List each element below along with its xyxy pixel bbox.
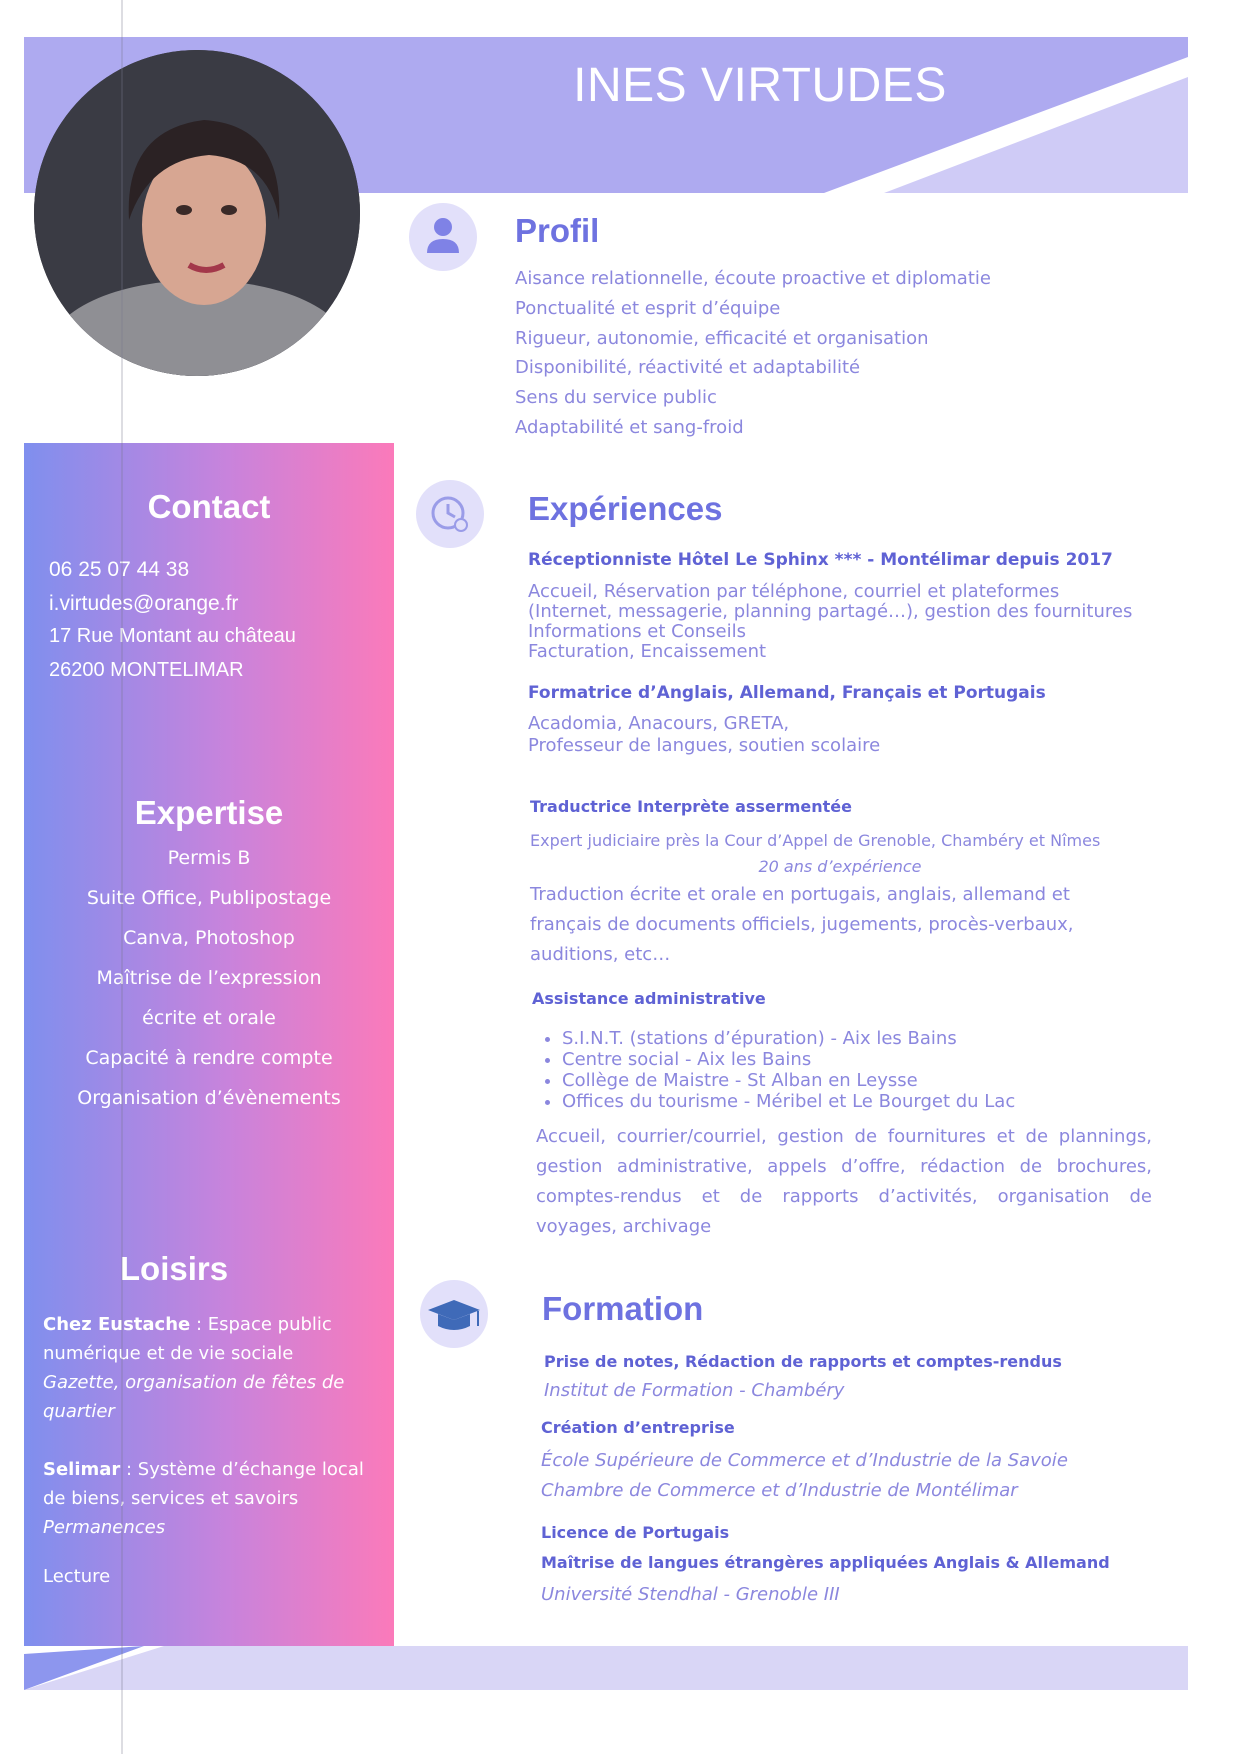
profil-line: Rigueur, autonomie, efficacité et organisation [515,328,929,349]
candidate-name: INES VIRTUDES [573,59,947,112]
job-desc-line: Accueil, Réservation par téléphone, courriel et plateformes [528,581,1060,602]
expertise-item: Maîtrise de l’expression [96,967,322,989]
loisir-item-selimar [43,1455,383,1542]
formation-place: École Supérieure de Commerce et d’Industrie de la Savoie [541,1450,1068,1471]
formation-place: Université Stendhal - Grenoble III [541,1584,840,1605]
loisir-detail: Permanences [43,1517,166,1538]
loisir-item-lecture: Lecture [43,1566,111,1587]
contact-phone: 06 25 07 44 38 [49,558,190,581]
footer-decoration [24,1646,164,1690]
profil-title: Profil [515,212,600,249]
list-item: • Offices du tourisme - Méribel et Le Bourget du Lac [562,1091,1015,1112]
job-bullet-list [538,1028,1015,1112]
experiences-title: Expériences [528,490,723,527]
job-desc-line: Traduction écrite et orale en portugais, anglais, allemand et [530,884,1070,905]
scan-fold-line [121,0,123,1754]
formation-title-item: Prise de notes, Rédaction de rapports et comptes-rendus [544,1352,1062,1371]
profil-line: Sens du service public [515,387,717,408]
profil-line: Adaptabilité et sang-froid [515,417,744,438]
profile-icon [409,203,477,271]
contact-title: Contact [147,488,271,525]
job-title: Réceptionniste Hôtel Le Sphinx *** - Montélimar depuis 2017 [528,550,1113,570]
formation-title-item: Maîtrise de langues étrangères appliquées Anglais & Allemand [541,1553,1110,1572]
expertise-item: Capacité à rendre compte [85,1047,333,1069]
job-experience-years: 20 ans d’expérience [758,857,922,876]
job-desc-line: français de documents officiels, jugements, procès-verbaux, [530,914,1074,935]
loisir-text: : Système d’échange local de biens, services et savoirs [43,1459,364,1509]
job-title: Assistance administrative [532,989,766,1008]
formation-place: Institut de Formation - Chambéry [544,1380,845,1401]
job-desc-line: (Internet, messagerie, planning partagé…), gestion des fournitures [528,601,1133,622]
contact-email: i.virtudes@orange.fr [49,592,239,615]
loisir-label: Selimar [43,1459,121,1480]
list-item: • Centre social - Aix les Bains [562,1049,1015,1070]
list-item: • Collège de Maistre - St Alban en Leysse [562,1070,1015,1091]
loisir-detail: Gazette, organisation de fêtes de quartier [43,1372,345,1422]
job-desc-line: Acadomia, Anacours, GRETA, [528,713,790,734]
profil-line: Aisance relationnelle, écoute proactive et diplomatie [515,268,991,289]
job-desc-line: Informations et Conseils [528,621,746,642]
expertise-item: Organisation d’évènements [77,1087,341,1109]
job-title: Formatrice d’Anglais, Allemand, Français et Portugais [528,683,1046,703]
job-desc-line: auditions, etc… [530,944,671,965]
list-item: • S.I.N.T. (stations d’épuration) - Aix les Bains [562,1028,1015,1049]
loisir-item-eustache [43,1310,383,1426]
job-paragraph: Accueil, courrier/courriel, gestion de fournitures et de plannings, gestion administrative, appels d’offre, rédaction de brochures, comptes-rendus et de rapports d’activités, organisation de voyages, archivage [536,1126,1152,1237]
profil-line: Ponctualité et esprit d’équipe [515,298,781,319]
expertise-title: Expertise [134,794,284,831]
loisirs-title: Loisirs [119,1250,229,1287]
job-desc-line: Facturation, Encaissement [528,641,767,662]
expertise-item: Canva, Photoshop [123,927,295,949]
expertise-item: écrite et orale [142,1007,276,1029]
contact-address-city: 26200 MONTELIMAR [49,659,244,681]
footer-band [24,1646,1188,1690]
graduation-cap-icon [420,1280,488,1348]
contact-address-street: 17 Rue Montant au château [49,625,296,647]
profile-photo [34,50,360,376]
job-desc [530,880,1074,970]
profil-line: Disponibilité, réactivité et adaptabilité [515,357,861,378]
job-title: Traductrice Interprète assermentée [530,797,852,816]
job-desc [528,582,1132,662]
expertise-item: Suite Office, Publipostage [86,887,332,909]
job-desc-line: Expert judiciaire près la Cour d’Appel de Grenoble, Chambéry et Nîmes [530,831,1101,850]
clock-icon [416,480,484,548]
expertise-item: Permis B [167,847,251,869]
job-desc [528,713,880,757]
formation-title: Formation [542,1290,704,1327]
loisir-text: : Espace public numérique et de vie sociale [43,1314,332,1364]
formation-place: Chambre de Commerce et d’Industrie de Montélimar [541,1480,1018,1501]
formation-title-item: Création d’entreprise [541,1418,735,1437]
formation-title-item: Licence de Portugais [541,1523,730,1542]
loisir-label: Chez Eustache [43,1314,191,1335]
job-desc-line: Professeur de langues, soutien scolaire [528,735,881,756]
